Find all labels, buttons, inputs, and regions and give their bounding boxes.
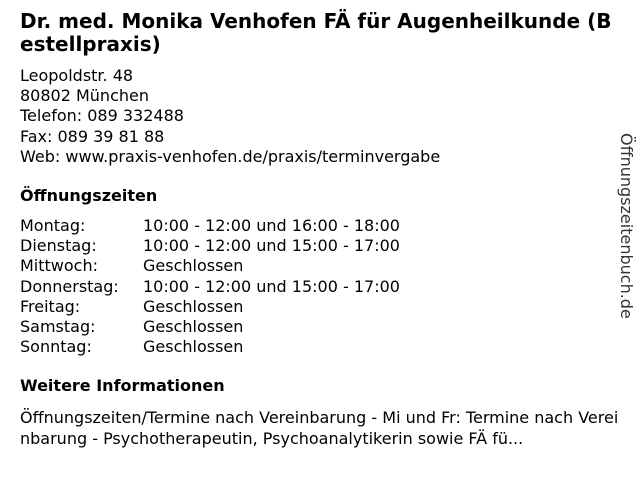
day-hours: 10:00 - 12:00 und 16:00 - 18:00: [143, 216, 400, 236]
day-label: Samstag:: [20, 317, 96, 337]
info-heading: Weitere Informationen: [20, 376, 225, 396]
hours-row: [20, 317, 400, 337]
day-label: Montag:: [20, 216, 86, 236]
day-label: Freitag:: [20, 296, 81, 316]
hours-row: [20, 297, 400, 317]
day-hours: Geschlossen: [143, 256, 244, 276]
day-label: Dienstag:: [20, 236, 97, 256]
hours-row: [20, 277, 400, 297]
hours-row: [20, 216, 400, 236]
hours-row: [20, 256, 400, 276]
info-text: Öffnungszeiten/Termine nach Vereinbarung - Mi und Fr: Termine nach Vereinbarung - Psychotherapeutin, Psychoanalytikerin sowie FÄ fü...: [20, 408, 619, 448]
day-hours: 10:00 - 12:00 und 15:00 - 17:00: [143, 276, 400, 296]
watermark-container: [614, 133, 639, 345]
hours-row: [20, 236, 400, 256]
phone-number: Telefon: 089 332488: [20, 106, 184, 126]
practice-title: Dr. med. Monika Venhofen FÄ für Augenheilkunde (Bestellpraxis): [20, 9, 612, 56]
hours-row: [20, 337, 400, 357]
street-address: Leopoldstr. 48: [20, 66, 134, 85]
opening-hours-table: [20, 216, 400, 357]
day-label: Mittwoch:: [20, 256, 98, 276]
watermark-text: Öffnungszeitenbuch.de: [617, 133, 636, 319]
listing-card: [20, 10, 620, 449]
day-label: Sonntag:: [20, 337, 92, 357]
day-hours: 10:00 - 12:00 und 15:00 - 17:00: [143, 236, 400, 256]
hours-heading: Öffnungszeiten: [20, 186, 158, 206]
postal-city: 80802 München: [20, 86, 149, 106]
day-hours: Geschlossen: [143, 337, 244, 357]
address-block: [20, 66, 620, 167]
website: Web: www.praxis-venhofen.de/praxis/terminvergabe: [20, 146, 441, 166]
day-hours: Geschlossen: [143, 317, 244, 337]
day-label: Donnerstag:: [20, 276, 119, 296]
fax-number: Fax: 089 39 81 88: [20, 126, 165, 146]
day-hours: Geschlossen: [143, 296, 244, 316]
